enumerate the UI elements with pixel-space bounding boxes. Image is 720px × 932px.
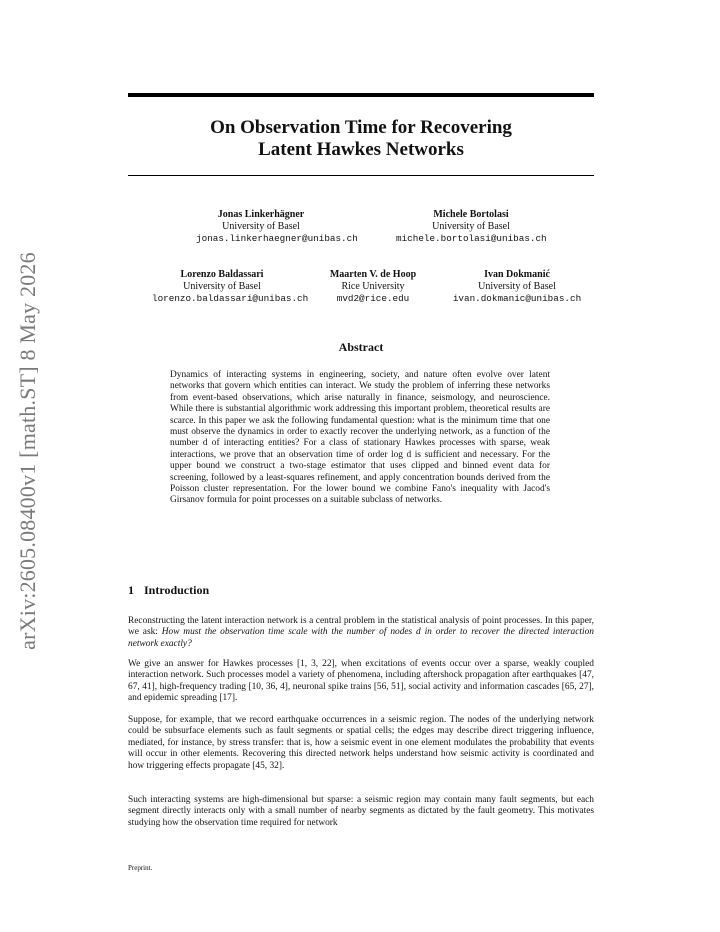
title-bottom-rule [128, 175, 594, 176]
author-email[interactable]: michele.bortolasi@unibas.ch [396, 233, 547, 244]
paper-title [128, 117, 594, 161]
section-number: 1 [128, 583, 134, 597]
author-name: Maarten V. de Hoop [329, 269, 417, 280]
footer-preprint-note: Preprint. [128, 864, 153, 872]
author-name: Lorenzo Baldassari [180, 269, 264, 280]
section-heading [128, 583, 209, 598]
intro-paragraph-4: Such interacting systems are high-dimensional but sparse: a seismic region may contain many fault segments, but each segment directly interacts only with a small number of nearby segments as dictated by the fault geometry. This motivates studying how the observation time required for network [128, 795, 594, 828]
author-name: Ivan Dokmanić [484, 269, 550, 280]
author-affiliation: Rice University [341, 281, 405, 292]
intro-paragraph-1 [128, 616, 594, 650]
intro-paragraph-2: We give an answer for Hawkes processes [1, 3, 22], when excitations of events occur over a sparse, weakly coupled interaction network. Such processes model a variety of phenomena, including aftershock propagation after earthquakes [47, 67, 41], high-frequency trading [10, 36, 4], neuronal spike trains [56, 51], social activity and information cascades [65, 27], and epidemic spreading [17]. [128, 659, 594, 704]
author-affiliation: University of Basel [222, 221, 300, 232]
author-block-2 [396, 209, 546, 245]
author-block-4 [318, 269, 428, 305]
title-line-1: On Observation Time for Recovering [210, 117, 512, 138]
author-name: Michele Bortolasi [433, 209, 509, 220]
research-question: How must the observation time scale with the number of nodes d in order to recover the directed interaction network exactly? [128, 627, 594, 649]
abstract-heading: Abstract [338, 340, 384, 354]
author-email[interactable]: lorenzo.baldassari@unibas.ch [152, 293, 309, 304]
author-affiliation: University of Basel [478, 281, 556, 292]
author-name: Jonas Linkerhägner [217, 209, 305, 220]
section-title: Introduction [144, 583, 210, 597]
author-email[interactable]: mvd2@rice.edu [336, 293, 410, 304]
author-email[interactable]: ivan.dokmanic@unibas.ch [452, 293, 582, 304]
author-block-1 [196, 209, 358, 245]
author-block-3 [152, 269, 309, 305]
intro-paragraph-1-text: Reconstructing the latent interaction network is a central problem in the statistical analysis of point processes. In this paper, we ask: [128, 616, 594, 638]
title-line-2: Latent Hawkes Networks [258, 139, 464, 160]
author-affiliation: University of Basel [432, 221, 510, 232]
abstract-text: Dynamics of interacting systems in engineering, society, and nature often evolve over latent networks that govern which entities can interact. We study the problem of inferring these networks from event-based observations, which arise naturally in finance, seismology, and neuroscience. While there is substantial algorithmic work addressing this important problem, theoretical results are scarce. In this paper we ask the following fundamental question: what is the minimum time that one must observe the dynamics in order to exactly recover the underlying network, as a function of the number d of interacting entities? For a class of stationary Hawkes processes with sparse, weak interactions, we prove that an observation time of order log d is sufficient and necessary. For the upper bound we construct a two-stage estimator that uses clipped and binned event data for screening, followed by a least-squares refinement, and apply concentration bounds derived from the Poisson cluster representation. For the lower bound we combine Fano's inequality with Jacod's Girsanov formula for point processes on a suitable subclass of networks. [170, 370, 550, 506]
intro-paragraph-3: Suppose, for example, that we record earthquake occurrences in a seismic region. The nodes of the underlying network could be subsurface elements such as fault segments or spatial cells; the edges may describe direct triggering influence, mediated, for instance, by stress transfer: that is, how a seismic event in one element modulates the probability that events will occur in other elements. Recovering this directed network helps understand how seismic activity is coordinated and how triggering effects propagate [45, 32]. [128, 715, 594, 771]
arxiv-identifier-text: arXiv:2605.08400v1 [math.ST] 8 May 2026 [15, 252, 40, 650]
title-top-rule [128, 93, 594, 97]
author-affiliation: University of Basel [183, 281, 261, 292]
author-block-5 [452, 269, 582, 305]
author-email[interactable]: jonas.linkerhaegner@unibas.ch [196, 233, 358, 244]
arxiv-identifier [8, 236, 48, 666]
